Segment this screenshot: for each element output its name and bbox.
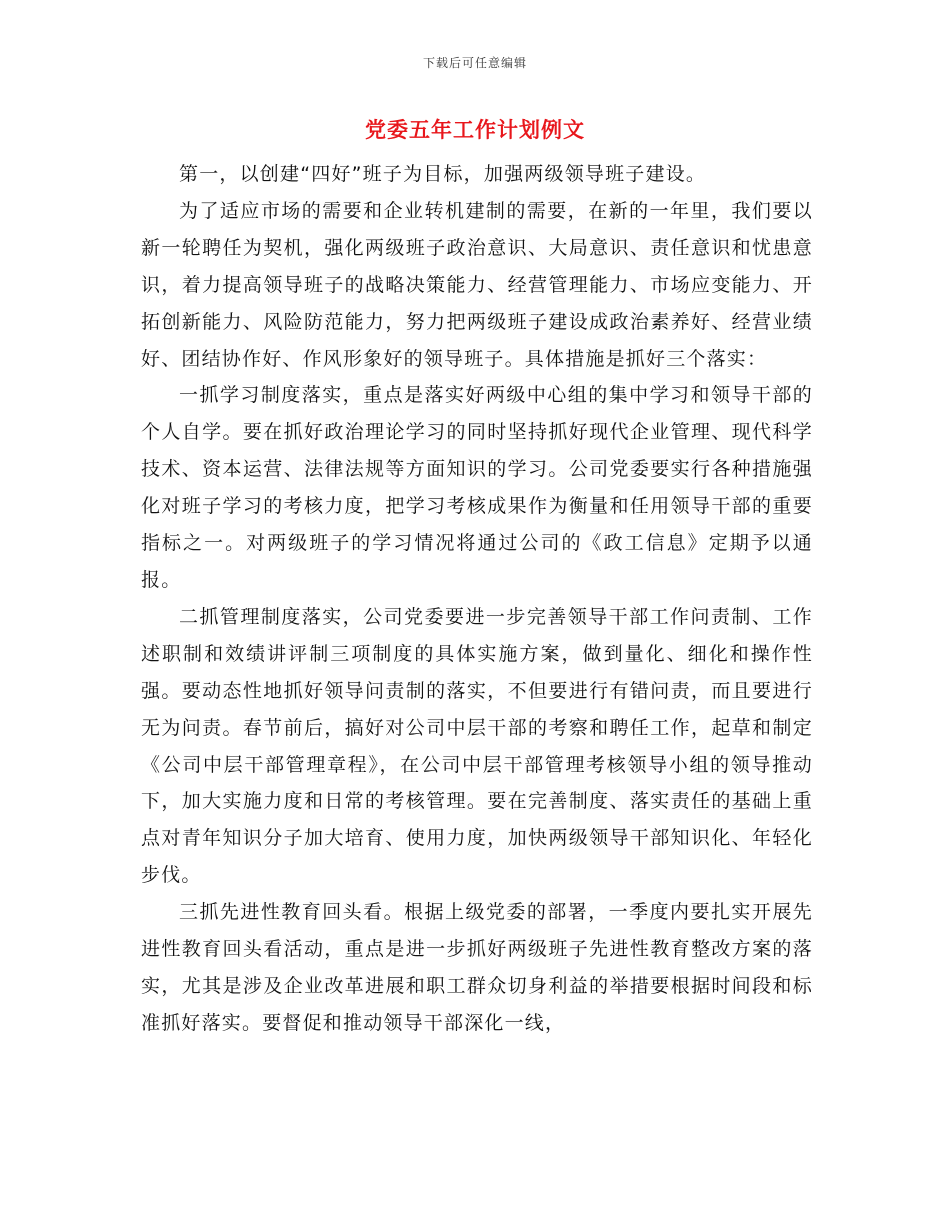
paragraph-intro: 为了适应市场的需要和企业转机建制的需要，在新的一年里，我们要以新一轮聘任为契机，强化两级班子政治意识、大局意识、责任意识和忧患意识，着力提高领导班子的战略决策能力、经营管理能力、市场应变能力、开拓创新能力、风险防范能力，努力把两级班子建设成政治素养好、经营业绩好、团结协作好、作风形象好的领导班子。具体措施是抓好三个落实： (141, 199, 813, 370)
paragraph-study-system: 一抓学习制度落实，重点是落实好两级中心组的集中学习和领导干部的个人自学。要在抓好政治理论学习的同时坚持抓好现代企业管理、现代科学技术、资本运营、法律法规等方面知识的学习。公司党委要实行各种措施强化对班子学习的考核力度，把学习考核成果作为衡量和任用领导干部的重要指标之一。对两级班子的学习情况将通过公司的《政工信息》定期予以通报。 (141, 384, 813, 591)
paragraph-management-system: 二抓管理制度落实，公司党委要进一步完善领导干部工作问责制、工作述职制和效绩讲评制三项制度的具体实施方案，做到量化、细化和操作性强。要动态性地抓好领导问责制的落实，不但要进行有错问责，而且要进行无为问责。春节前后，搞好对公司中层干部的考察和聘任工作，起草和制定《公司中层干部管理章程》，在公司中层干部管理考核领导小组的领导推动下，加大实施力度和日常的考核管理。要在完善制度、落实责任的基础上重点对青年知识分子加大培育、使用力度，加快两级领导干部知识化、年轻化步伐。 (141, 605, 813, 887)
paragraph-education-review: 三抓先进性教育回头看。根据上级党委的部署，一季度内要扎实开展先进性教育回头看活动，重点是进一步抓好两级班子先进性教育整改方案的落实，尤其是涉及企业改革进展和职工群众切身利益的举措要根据时间段和标准抓好落实。要督促和推动领导干部深化一线， (141, 901, 813, 1034)
paragraph-goal: 第一，以创建“四好”班子为目标，加强两级领导班子建设。 (179, 163, 707, 185)
document-title: 党委五年工作计划例文 (365, 118, 585, 142)
document-body (141, 156, 813, 1042)
header-note: 下载后可任意编辑 (422, 56, 527, 70)
